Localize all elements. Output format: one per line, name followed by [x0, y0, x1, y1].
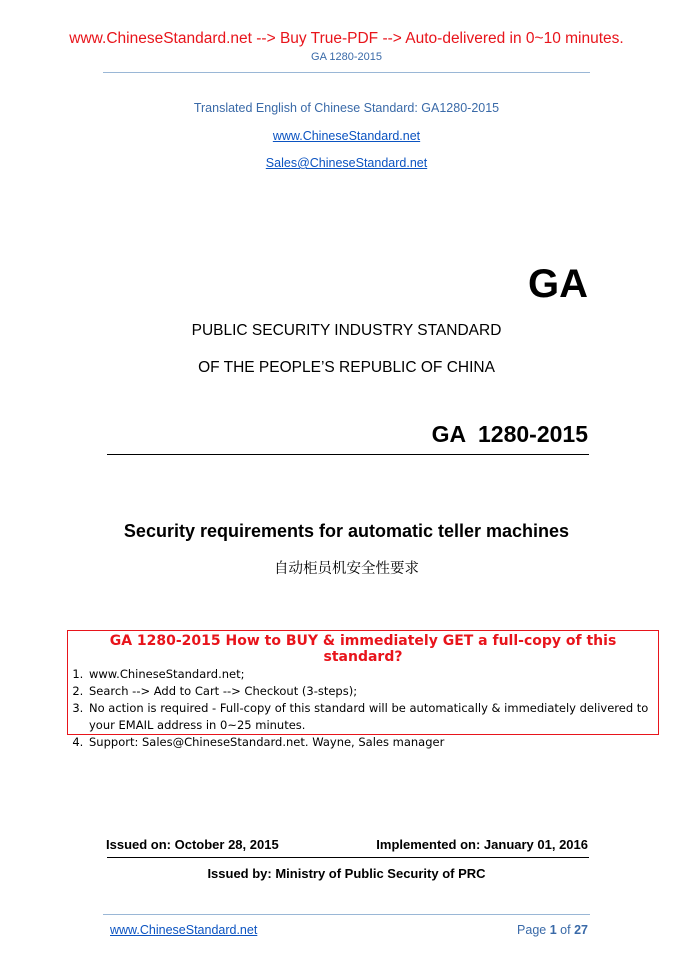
issued-by: Issued by: Ministry of Public Security of PRC	[207, 866, 486, 881]
buy-box-title: GA 1280-2015 How to BUY & immediately GET a full-copy of this standard?	[109, 633, 617, 665]
email-link-wrap	[0, 156, 693, 170]
of-label: of	[560, 923, 571, 937]
website-link-wrap	[0, 129, 693, 143]
header-standard-code: GA 1280-2015	[311, 51, 382, 63]
standard-category-line2: OF THE PEOPLE’S REPUBLIC OF CHINA	[198, 359, 495, 376]
buy-step[interactable]: 4. Support: Sales@ChineseStandard.net. Wayne, Sales manager	[87, 734, 658, 751]
buy-step: 2. Search --> Add to Cart --> Checkout (3-steps);	[87, 683, 658, 700]
buy-instructions-box	[67, 630, 659, 749]
issued-on-date: Issued on: October 28, 2015	[106, 837, 279, 852]
buy-step: 3. No action is required - Full-copy of this standard will be automatically & immediately delivered to your EMAIL address in 0~25 minutes.	[87, 700, 658, 734]
page-number: 1	[549, 923, 557, 937]
translation-note: Translated English of Chinese Standard: GA1280-2015	[193, 101, 500, 115]
standard-category-line1: PUBLIC SECURITY INDUSTRY STANDARD	[191, 322, 502, 339]
standard-number: GA 1280-2015	[431, 421, 588, 447]
standard-title-en: Security requirements for automatic teller machines	[123, 521, 570, 541]
header-divider	[103, 72, 590, 73]
page-label: Page	[517, 923, 547, 937]
email-link[interactable]: Sales@ChineseStandard.net	[265, 156, 428, 170]
footer-website-link[interactable]: www.ChineseStandard.net	[110, 923, 258, 937]
promo-banner-link[interactable]: www.ChineseStandard.net --> Buy True-PDF --> Auto-delivered in 0~10 minutes.	[69, 30, 624, 47]
page-indicator	[517, 923, 588, 937]
issue-divider	[107, 857, 589, 858]
footer-website-wrap	[110, 923, 257, 937]
number-underline	[107, 454, 589, 455]
standard-prefix-logo: GA	[528, 262, 588, 306]
website-link[interactable]: www.ChineseStandard.net	[272, 129, 421, 143]
implemented-on-date: Implemented on: January 01, 2016	[376, 837, 588, 852]
buy-step[interactable]: 1. www.ChineseStandard.net;	[87, 666, 658, 683]
buy-steps-list	[68, 666, 658, 751]
page-total: 27	[574, 923, 588, 937]
standard-title-zh: 自动柜员机安全性要求	[274, 561, 419, 577]
footer-divider	[103, 914, 590, 915]
